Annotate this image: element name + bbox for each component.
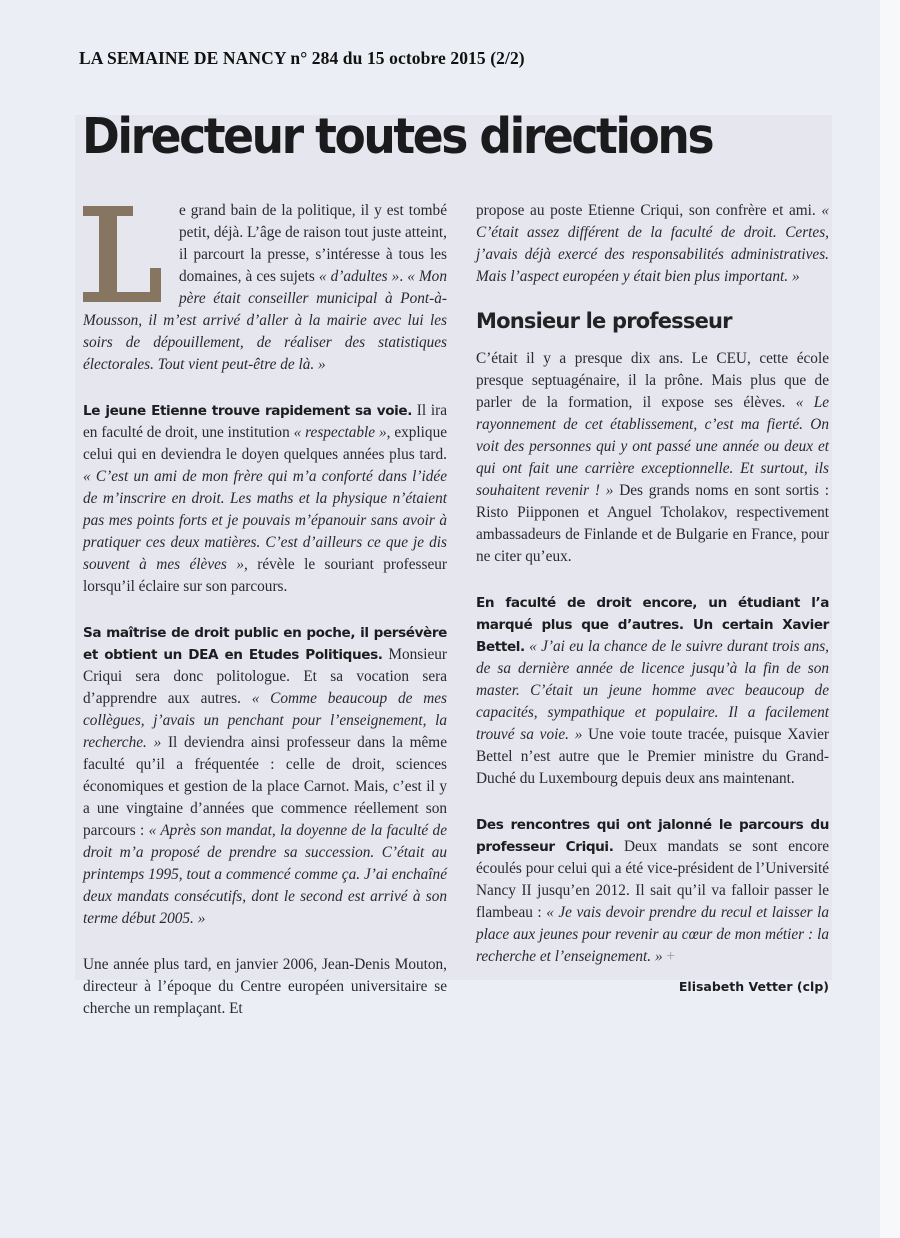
paragraph-criqui: propose au poste Etienne Criqui, son confrère et ami. « C’était assez différent de la faculté de droit. Certes, j’avais déjà exercé des responsabilités administratives. Mais l’aspect européen y était bien plus important. » [476, 202, 829, 285]
paragraph-rencontres: Des rencontres qui ont jalonné le parcours du professeur Criqui. Deux mandats se sont encore écoulés pour celui qui a été vice-président de l’Université Nancy II jusqu’en 2012. Il sait qu’il va falloir passer le flambeau : « Je vais devoir prendre du recul et laisser la place aux jeunes pour revenir au cœur de mon métier : la recherche et l’enseignement. » + [476, 817, 830, 965]
column-2 [476, 200, 829, 998]
paragraph-bettel: En faculté de droit encore, un étudiant l’a marqué plus que d’autres. Un certain Xavier Bettel. « J’ai eu la chance de le suivre durant trois ans, de sa dernière année de licence jusqu’à la fin de son master. C’était un jeune homme avec beaucoup de capacités, sympathique et populaire. Il a facilement trouvé sa voie. » Une voie toute tracée, puisque Xavier Bettel n’est autre que le Premier ministre du Grand-Duché du Luxembourg depuis deux ans maintenant. [476, 595, 829, 787]
headline: Directeur toutes directions [82, 108, 713, 165]
paragraph-ceu: C’était il y a presque dix ans. Le CEU, cette école presque septuagénaire, il la prône. Mais plus que de parler de la formation, il expose ses élèves. « Le rayonnement de cet établissement, c’est ma fierté. On voit des personnes qui y ont passé une année ou deux et qui ont fait une carrière exceptionnelle. Et surtout, ils souhaitent revenir ! » Des grands noms en sont sortis : Risto Piipponen et Anguel Tcholakov, respectivement ambassadeurs de Finlande et de Bulgarie en France, pour ne citer qu’eux. [476, 350, 829, 565]
lead-in: Le jeune Etienne trouve rapidement sa voie. [83, 403, 412, 419]
paragraph-mouton: Une année plus tard, en janvier 2006, Jean-Denis Mouton, directeur à l’époque du Centre européen universitaire se cherche un remplaçant. Et [83, 956, 447, 1017]
lead-in: En faculté de droit encore, un étudiant l’a marqué plus que d’autres. Un certain Xavier Bettel. [476, 595, 829, 655]
byline: Elisabeth Vetter (clp) [678, 979, 829, 994]
masthead: LA SEMAINE DE NANCY n° 284 du 15 octobre 2015 (2/2) [79, 48, 525, 68]
paragraph-etienne: Le jeune Etienne trouve rapidement sa voie. Il ira en faculté de droit, une institution « respectable », explique celui qui en deviendra le doyen quelques années plus tard. « C’est un ami de mon frère qui m’a conforté dans l’idée de m’inscrire en droit. Les maths et la physique n’étaient pas mes points forts et je pouvais m’épanouir sans avoir à pratiquer ces deux matières. C’est d’ailleurs ce que je dis souvent à mes élèves », révèle le souriant professeur lorsqu’il éclaire sur son parcours. [83, 402, 448, 595]
column-1 [83, 200, 447, 1044]
paragraph-maitrise: Sa maîtrise de droit public en poche, il persévère et obtient un DEA en Etudes Politiques. Monsieur Criqui sera donc politologue. Et sa vocation sera d’apprendre aux autres. « Comme beaucoup de mes collègues, j’avais un penchant pour l’enseignement, la recherche. » Il deviendra ainsi professeur dans la même faculté qu’il a fréquentée : celle de droit, sciences économiques et gestion de la place Carnot. Mais, c’est il y a une vingtaine d’années que commence réellement son parcours : « Après son mandat, la doyenne de la faculté de droit m’a proposé de prendre sa succession. C’était au printemps 1995, tout a commencé comme ça. J’ai enchaîné deux mandats consécutifs, dont le second est arrivé à son terme début 2005. » [83, 625, 447, 927]
lead-in: Sa maîtrise de droit public en poche, il persévère et obtient un DEA en Etudes Politiques. [83, 625, 447, 663]
scanner-edge [880, 0, 900, 1238]
subheading: Monsieur le professeur [476, 309, 732, 333]
intro-paragraph: e grand bain de la politique, il y est tombé petit, déjà. L’âge de raison tout juste atteint, il parcourt la presse, s’intéresse à tous les domaines, à ces sujets « d’adultes ». « Mon père était conseiller municipal à Pont-à-Mousson, il m’est arrivé d’aller à la mairie avec lui les soirs de dépouillement, de réaliser des statistiques électorales. Tout vient peut-être de là. » [83, 202, 447, 373]
lead-in: Des rencontres qui ont jalonné le parcours du professeur Criqui. [476, 817, 829, 855]
drop-cap-l [83, 206, 157, 302]
end-mark-icon: + [662, 948, 676, 965]
